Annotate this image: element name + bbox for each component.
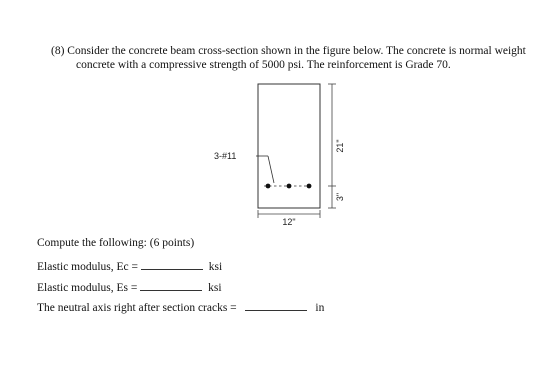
es-answer-blank[interactable] xyxy=(140,279,202,291)
es-unit-label: ksi xyxy=(208,282,222,294)
ec-question-label: Elastic modulus, Ec = xyxy=(37,261,139,273)
rebar-bar-middle xyxy=(287,184,292,189)
neutral-axis-unit-label: in xyxy=(315,302,325,314)
rebar-bar-left xyxy=(266,184,271,189)
width-dimension-label: 12" xyxy=(282,217,296,227)
rebar-bar-right xyxy=(307,184,312,189)
cover-dimension-label: 3" xyxy=(335,192,345,202)
beam-section-outline xyxy=(258,84,320,208)
ec-answer-blank[interactable] xyxy=(141,258,203,270)
problem-statement xyxy=(51,44,531,72)
depth-dimension-label: 21" xyxy=(335,139,345,153)
es-question-label: Elastic modulus, Es = xyxy=(37,282,138,294)
neutral-axis-question-label: The neutral axis right after section cracks = xyxy=(37,302,237,314)
es-question-row xyxy=(37,279,222,295)
neutral-axis-question-row xyxy=(37,299,324,315)
beam-cross-section-drawing xyxy=(195,80,365,230)
problem-text-line-2: concrete with a compressive strength of 5000 psi. The reinforcement is Grade 70. xyxy=(76,59,451,71)
beam-cross-section-figure xyxy=(195,80,365,230)
rebar-label: 3-#11 xyxy=(214,151,237,161)
neutral-axis-answer-blank[interactable] xyxy=(245,299,307,311)
questions-intro: Compute the following: (6 points) xyxy=(37,237,195,249)
problem-text-line-1: (8) Consider the concrete beam cross-section shown in the figure below. The concrete is normal weight xyxy=(51,45,526,57)
ec-question-row xyxy=(37,258,222,274)
ec-unit-label: ksi xyxy=(208,261,223,273)
